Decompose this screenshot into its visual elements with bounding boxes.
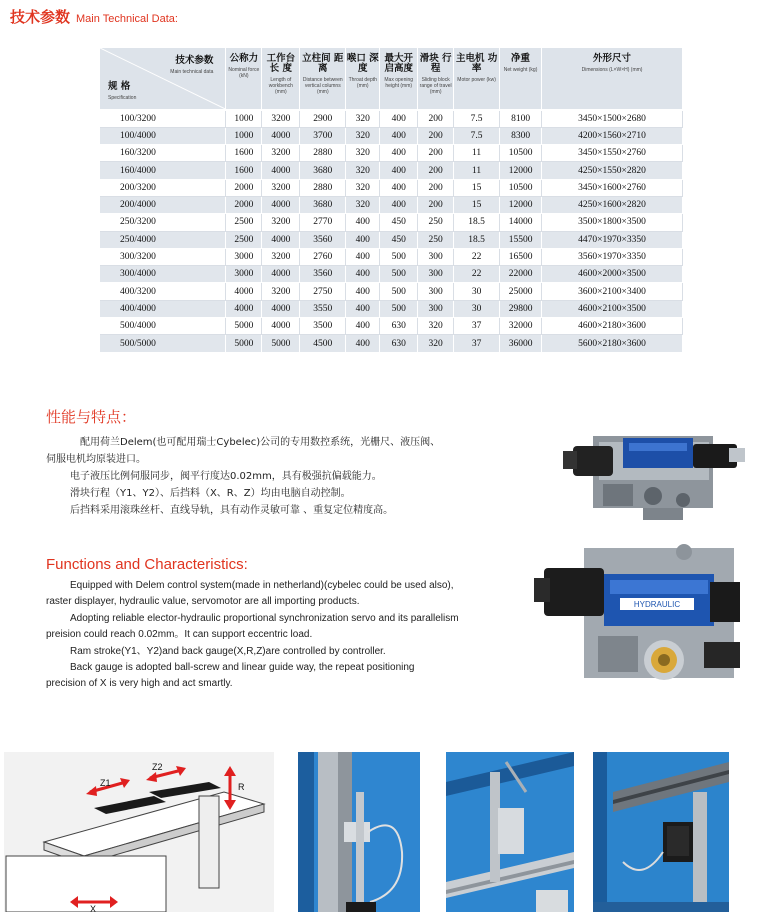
col-header-length: 工作台 长 度 Length of workbench (mm) (262, 48, 300, 110)
table-cell: 200 (418, 110, 454, 127)
feat-en-p1b: raster displayer, hydraulic value, servomotor are all importing products. (46, 596, 360, 608)
table-cell: 15500 (500, 231, 542, 248)
table-cell: 320 (418, 335, 454, 352)
table-cell: 4000 (226, 300, 262, 317)
table-cell: 400 (380, 162, 418, 179)
table-cell: 400 (346, 283, 380, 300)
table-cell: 36000 (500, 335, 542, 352)
table-row (100, 248, 683, 265)
table-row (100, 196, 683, 213)
table-cell-model: 160/4000 (100, 162, 226, 179)
table-row (100, 283, 683, 300)
table-cell: 4000 (262, 162, 300, 179)
table-cell: 400 (346, 318, 380, 335)
features-en-text (46, 578, 516, 693)
table-cell: 4250×1550×2820 (542, 162, 683, 179)
title-en: Main Technical Data: (76, 13, 178, 25)
table-cell: 15 (454, 179, 500, 196)
table-cell: 300 (418, 266, 454, 283)
table-cell: 320 (346, 196, 380, 213)
table-cell: 630 (380, 335, 418, 352)
col-header-opening: 最大开 启高度 Max opening height (mm) (380, 48, 418, 110)
table-cell: 320 (346, 145, 380, 162)
title-cn: 技术参数 (10, 9, 71, 26)
table-header-row (100, 48, 683, 110)
col-header-motor: 主电机 功 率 Motor power (kw) (454, 48, 500, 110)
table-cell: 1600 (226, 145, 262, 162)
table-cell: 4500 (300, 335, 346, 352)
table-cell: 4200×1560×2710 (542, 127, 683, 144)
table-cell: 32000 (500, 318, 542, 335)
table-cell: 2880 (300, 179, 346, 196)
table-cell: 4000 (226, 283, 262, 300)
table-cell: 10500 (500, 145, 542, 162)
table-row (100, 300, 683, 317)
table-cell: 3680 (300, 162, 346, 179)
table-cell: 3600×2100×3400 (542, 283, 683, 300)
corner-bottom-en: Specification (108, 95, 137, 101)
table-cell: 22000 (500, 266, 542, 283)
feat-en-p2b: preision could reach 0.02mm。It can support eccentric load. (46, 629, 313, 641)
table-row (100, 231, 683, 248)
table-cell: 1000 (226, 110, 262, 127)
table-cell: 29800 (500, 300, 542, 317)
table-cell: 2900 (300, 110, 346, 127)
table-cell: 37 (454, 318, 500, 335)
table-cell: 400 (346, 266, 380, 283)
table-cell: 200 (418, 162, 454, 179)
photo-ball-screw-3 (593, 752, 729, 912)
table-cell: 3200 (262, 110, 300, 127)
table-cell: 400 (346, 231, 380, 248)
table-cell: 450 (380, 214, 418, 231)
table-row (100, 335, 683, 352)
table-cell: 1000 (226, 127, 262, 144)
features-cn-text (46, 434, 516, 519)
table-cell: 3560 (300, 231, 346, 248)
table-cell: 4600×2180×3600 (542, 318, 683, 335)
table-cell: 37 (454, 335, 500, 352)
label-z2: Z2 (152, 762, 163, 772)
feat-en-p2a: Adopting reliable elector-hydraulic proportional synchronization servo and its parallelism (70, 612, 459, 624)
table-row (100, 179, 683, 196)
table-cell: 250 (418, 231, 454, 248)
table-cell: 320 (346, 110, 380, 127)
table-row (100, 266, 683, 283)
table-cell: 2760 (300, 248, 346, 265)
table-cell: 500 (380, 300, 418, 317)
table-cell: 500 (380, 283, 418, 300)
table-cell: 3200 (262, 145, 300, 162)
features-title-en: Functions and Characteristics: (46, 556, 248, 573)
table-cell: 320 (346, 127, 380, 144)
table-cell: 300 (418, 300, 454, 317)
corner-top-en: Main technical data (170, 69, 214, 75)
table-cell: 8100 (500, 110, 542, 127)
table-row (100, 127, 683, 144)
label-x: X (90, 904, 97, 912)
table-cell: 400 (380, 196, 418, 213)
table-cell: 12000 (500, 196, 542, 213)
table-cell: 3500 (300, 318, 346, 335)
photo-hydraulic-valve-block (533, 416, 751, 524)
table-cell: 200 (418, 127, 454, 144)
table-cell: 3560 (300, 266, 346, 283)
table-cell: 300 (418, 283, 454, 300)
table-cell: 3000 (226, 266, 262, 283)
col-header-force: 公称力 Nominal force (kN) (226, 48, 262, 110)
table-cell: 500 (380, 248, 418, 265)
table-cell: 3680 (300, 196, 346, 213)
table-cell: 200 (418, 196, 454, 213)
table-cell: 22 (454, 266, 500, 283)
feat-cn-p2: 电子液压比例伺服同步，阀平行度达0.02mm，具有极强抗偏载能力。 (70, 471, 382, 482)
table-cell: 400 (380, 145, 418, 162)
table-cell: 3450×1550×2760 (542, 145, 683, 162)
table-row (100, 318, 683, 335)
table-cell-model: 200/3200 (100, 179, 226, 196)
table-cell: 200 (418, 145, 454, 162)
table-body (100, 110, 683, 352)
features-title-cn: 性能与特点： (46, 408, 137, 426)
feat-cn-p4: 后挡料采用滚珠丝杆、直线导轨，具有动作灵敏可靠 、重复定位精度高。 (70, 505, 394, 516)
table-cell: 4000 (262, 196, 300, 213)
table-cell: 15 (454, 196, 500, 213)
table-cell: 18.5 (454, 231, 500, 248)
table-cell: 3700 (300, 127, 346, 144)
table-cell: 4470×1970×3350 (542, 231, 683, 248)
table-cell: 2000 (226, 196, 262, 213)
table-cell: 4000 (262, 127, 300, 144)
table-cell: 3000 (226, 248, 262, 265)
table-cell: 30 (454, 300, 500, 317)
table-cell-model: 100/3200 (100, 110, 226, 127)
table-cell: 2750 (300, 283, 346, 300)
table-cell-model: 160/3200 (100, 145, 226, 162)
table-cell: 3450×1500×2680 (542, 110, 683, 127)
table-cell: 320 (346, 162, 380, 179)
table-cell: 400 (346, 214, 380, 231)
table-cell: 11 (454, 145, 500, 162)
table-cell: 3200 (262, 214, 300, 231)
table-cell-model: 500/5000 (100, 335, 226, 352)
table-cell: 500 (380, 266, 418, 283)
table-cell: 30 (454, 283, 500, 300)
table-cell: 3200 (262, 179, 300, 196)
table-cell: 7.5 (454, 110, 500, 127)
valve-brand-label: HYDRAULIC (633, 600, 681, 609)
table-cell-model: 300/4000 (100, 266, 226, 283)
table-cell: 400 (380, 110, 418, 127)
table-cell: 18.5 (454, 214, 500, 231)
table-cell: 3550 (300, 300, 346, 317)
table-cell: 200 (418, 179, 454, 196)
table-cell: 250 (418, 214, 454, 231)
table-cell: 5000 (226, 335, 262, 352)
corner-bottom-cn: 规 格 (108, 81, 131, 92)
table-row (100, 145, 683, 162)
table-cell: 2000 (226, 179, 262, 196)
table-cell: 7.5 (454, 127, 500, 144)
table-cell: 3450×1600×2760 (542, 179, 683, 196)
label-z1: Z1 (100, 778, 111, 788)
photo-ball-screw-2 (446, 752, 574, 912)
table-cell: 5000 (262, 335, 300, 352)
table-cell: 22 (454, 248, 500, 265)
table-cell-model: 400/4000 (100, 300, 226, 317)
table-cell: 2500 (226, 231, 262, 248)
table-cell-model: 250/4000 (100, 231, 226, 248)
col-header-distance: 立柱间 距 离 Distance between vertical columns (mm) (300, 48, 346, 110)
corner-top-cn: 技术参数 (175, 55, 214, 66)
photo-proportional-valve (524, 538, 746, 696)
table-cell: 3560×1970×3350 (542, 248, 683, 265)
table-cell-model: 100/4000 (100, 127, 226, 144)
table-cell: 4600×2000×3500 (542, 266, 683, 283)
table-cell: 4250×1600×2820 (542, 196, 683, 213)
col-header-throat: 喉口 深度 Throat depth (mm) (346, 48, 380, 110)
table-cell-model: 250/3200 (100, 214, 226, 231)
table-row (100, 214, 683, 231)
table-cell: 5600×2180×3600 (542, 335, 683, 352)
table-cell: 4600×2100×3500 (542, 300, 683, 317)
table-cell: 400 (346, 335, 380, 352)
table-cell: 400 (346, 300, 380, 317)
feat-en-p4b: precision of X is very high and act smartly. (46, 678, 233, 690)
table-cell: 25000 (500, 283, 542, 300)
table-cell: 320 (346, 179, 380, 196)
table-cell: 3500×1800×3500 (542, 214, 683, 231)
back-gauge-diagram (4, 752, 274, 912)
table-cell-model: 200/4000 (100, 196, 226, 213)
col-header-dimensions: 外形尺寸 Dimensions (L×W×H) (mm) (542, 48, 683, 110)
table-cell: 630 (380, 318, 418, 335)
technical-data-table (100, 48, 683, 353)
table-cell-model: 400/3200 (100, 283, 226, 300)
section-title-tech (10, 6, 178, 27)
table-cell-model: 300/3200 (100, 248, 226, 265)
feat-cn-p1a: 配用荷兰Delem(也可配用瑞士Cybelec)公司的专用数控系统，光栅尺、液压阀、 (80, 437, 441, 448)
feat-en-p3: Ram stroke(Y1、Y2)and back gauge(X,R,Z)are controlled by controller. (70, 645, 386, 657)
table-cell: 4000 (262, 300, 300, 317)
table-cell: 300 (418, 248, 454, 265)
table-cell: 5000 (226, 318, 262, 335)
table-cell: 3200 (262, 248, 300, 265)
table-cell: 4000 (262, 231, 300, 248)
label-r: R (238, 782, 245, 792)
table-cell: 4000 (262, 318, 300, 335)
table-row (100, 110, 683, 127)
table-cell-model: 500/4000 (100, 318, 226, 335)
table-cell: 12000 (500, 162, 542, 179)
col-header-stroke: 滑块 行程 Sliding block range of travel (mm) (418, 48, 454, 110)
photo-ball-screw-1 (298, 752, 420, 912)
table-cell: 3200 (262, 283, 300, 300)
col-header-weight: 净重 Net weight (kg) (500, 48, 542, 110)
table-cell: 14000 (500, 214, 542, 231)
table-cell: 8300 (500, 127, 542, 144)
table-cell: 400 (346, 248, 380, 265)
table-row (100, 162, 683, 179)
table-cell: 320 (418, 318, 454, 335)
table-cell: 2880 (300, 145, 346, 162)
feat-cn-p3: 滑块行程（Y1、Y2）、后挡料（X、R、Z）均由电脑自动控制。 (70, 488, 351, 499)
table-cell: 450 (380, 231, 418, 248)
corner-header (100, 48, 226, 110)
feat-en-p4a: Back gauge is adopted ball-screw and linear guide way, the repeat positioning (70, 662, 415, 674)
table-cell: 400 (380, 127, 418, 144)
table-cell: 16500 (500, 248, 542, 265)
feat-cn-p1b: 伺服电机均原装进口。 (46, 454, 146, 465)
table-cell: 4000 (262, 266, 300, 283)
table-cell: 11 (454, 162, 500, 179)
table-cell: 2770 (300, 214, 346, 231)
table-cell: 400 (380, 179, 418, 196)
table-cell: 1600 (226, 162, 262, 179)
feat-en-p1a: Equipped with Delem control system(made in netherland)(cybelec could be used also), (70, 580, 454, 591)
table-cell: 10500 (500, 179, 542, 196)
table-cell: 2500 (226, 214, 262, 231)
